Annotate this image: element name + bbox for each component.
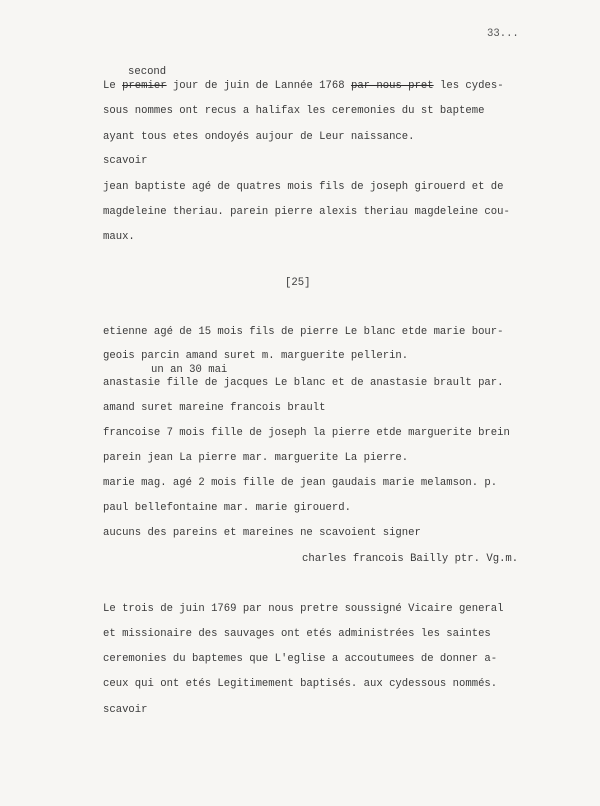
line-p3-2: et missionaire des sauvages ont etés administrées les saintes [103,628,491,640]
line-p1-4: scavoir [103,155,148,167]
struck-phrase: par nous pret [350,80,434,92]
line-p3-4: ceux qui ont etés Legitimement baptisés. aux cydessous nommés. [103,678,498,690]
line-p2-1: etienne agé de 15 mois fils de pierre Le blanc etde marie bour- [103,326,504,338]
line-p1-1 [103,80,504,92]
line-p3-1: Le trois de juin 1769 par nous pretre soussigné Vicaire general [103,603,504,615]
line-p2-5: francoise 7 mois fille de joseph la pierre etde marguerite brein [103,427,510,439]
line-p1-3: ayant tous etes ondoyés aujour de Leur naissance. [103,131,415,143]
line-p2-9: aucuns des pareins et mareines ne scavoient signer [103,527,421,539]
line-p1-7: maux. [103,231,135,243]
line-text: les cydes- [433,80,504,92]
line-text: jour de juin de Lannée 1768 [166,80,351,92]
struck-word: premier [122,80,167,92]
interlinear-insertion: second [128,66,167,78]
section-marker: [25] [285,277,311,289]
line-p2-7: marie mag. agé 2 mois fille de jean gaudais marie melamson. p. [103,477,498,489]
line-p3-5: scavoir [103,704,148,716]
line-p2-6: parein jean La pierre mar. marguerite La pierre. [103,452,409,464]
line-p1-6: magdeleine theriau. parein pierre alexis theriau magdeleine cou- [103,206,510,218]
interlinear-insertion: un an 30 mai [151,364,228,376]
line-p1-5: jean baptiste agé de quatres mois fils de joseph girouerd et de [103,181,504,193]
line-p3-3: ceremonies du baptemes que L'eglise a accoutumees de donner a- [103,653,498,665]
signature-line: charles francois Bailly ptr. Vg.m. [302,553,519,565]
line-p2-3: anastasie fille de jacques Le blanc et de anastasie brault par. [103,377,504,389]
page-number: 33... [487,28,519,40]
line-p1-2: sous nommes ont recus a halifax les ceremonies du st bapteme [103,105,485,117]
line-p2-4: amand suret mareine francois brault [103,402,326,414]
line-p2-8: paul bellefontaine mar. marie girouerd. [103,502,351,514]
line-p2-2: geois parcin amand suret m. marguerite pellerin. [103,350,409,362]
line-text: Le [103,80,123,92]
